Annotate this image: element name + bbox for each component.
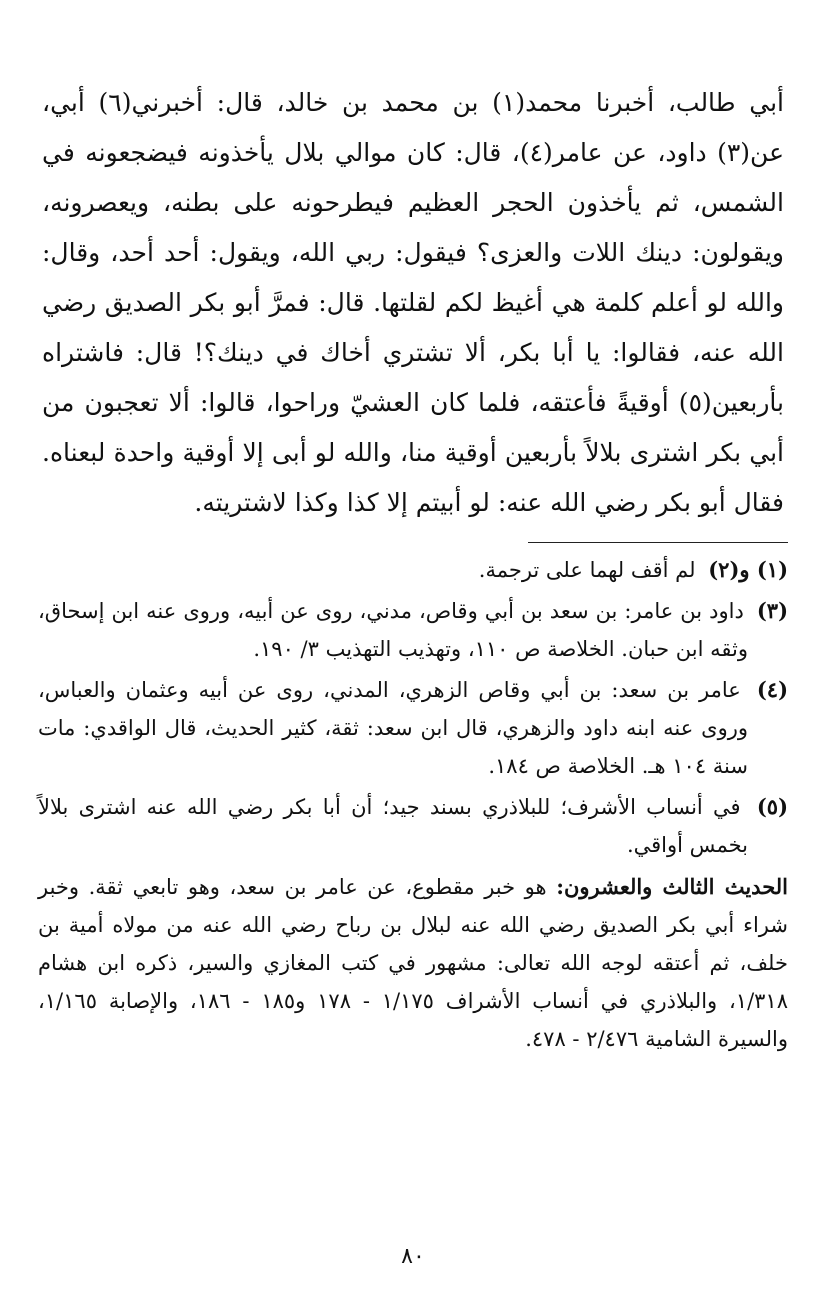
footnote-number: (٤) — [756, 677, 788, 702]
footnote-number: (٣) — [756, 598, 788, 623]
footnote-text: في أنساب الأشرف؛ للبلاذري بسند جيد؛ أن أبا بكر رضي الله عنه اشترى بلالاً بخمس أواقي. — [38, 795, 748, 857]
page-number: ٨٠ — [401, 1244, 425, 1269]
footnotes-list — [38, 551, 788, 864]
footnote-divider — [528, 542, 788, 543]
footnote-number: (٥) — [756, 794, 788, 819]
footnote-text: لم أقف لهما على ترجمة. — [478, 558, 696, 582]
footnote — [38, 592, 788, 668]
footnote-text: داود بن عامر: بن سعد بن أبي وقاص، مدني، روى عن أبيه، وروى عنه ابن إسحاق، وثقه ابن حبان. الخلاصة ص ١١٠، وتهذيب التهذيب ٣/ ١٩٠. — [38, 599, 748, 661]
commentary-paragraph — [38, 868, 788, 1058]
footnote-number: (١) و(٢) — [708, 557, 788, 582]
main-text: أبي طالب، أخبرنا محمد(١) بن محمد بن خالد، قال: أخبرني(٦) أبي، عن(٣) داود، عن عامر(٤)، قال: كان موالي بلال يأخذونه فيضجعونه في الشمس، ثم يأخذون الحجر العظيم فيطرحونه على بطنه، ويعصرونه، ويقولون: دينك اللات والعزى؟ فيقول: ربي الله، ويقول: أحد أحد، وقال: والله لو أعلم كلمة هي أغيظ لكم لقلتها. قال: فمرَّ أبو بكر الصديق رضي الله عنه، فقالوا: يا أبا بكر، ألا تشتري أخاك في دينك؟! قال: فاشتراه بأربعين(٥) أوقيةً فأعتقه، فلما كان العشيّ وراحوا، قالوا: ألا تعجبون من أبي بكر اشترى بلالاً بأربعين أوقية منا، والله لو أبى إلا أوقية واحدة لبعناه. فقال أبو بكر رضي الله عنه: لو أبيتم إلا كذا وكذا لاشتريته. — [42, 88, 784, 517]
footnote-text: عامر بن سعد: بن أبي وقاص الزهري، المدني، روى عن أبيه وعثمان والعباس، وروى عنه ابنه داود والزهري، قال ابن سعد: ثقة، كثير الحديث، قال الواقدي: مات سنة ١٠٤ هـ. الخلاصة ص ١٨٤. — [38, 678, 748, 778]
book-page — [38, 78, 788, 1257]
footnote — [38, 671, 788, 785]
commentary-text: هو خبر مقطوع، عن عامر بن سعد، وهو تابعي ثقة. وخبر شراء أبي بكر الصديق رضي الله عنه لبلال بن رباح رضي الله عنه من مولاه أمية بن خلف، ثم أعتقه لوجه الله تعالى: مشهور في كتب المغازي والسير، ذكره ابن هشام ١/٣١٨، والبلاذري في أنساب الأشراف ١/١٧٥ - ١٧٨ و١٨٥ - ١٨٦، والإصابة ١/١٦٥، والسيرة الشامية ٢/٤٧٦ - ٤٧٨. — [38, 875, 788, 1051]
footnote — [38, 551, 788, 589]
footnote — [38, 788, 788, 864]
commentary-heading: الحديث الثالث والعشرون: — [556, 874, 788, 899]
